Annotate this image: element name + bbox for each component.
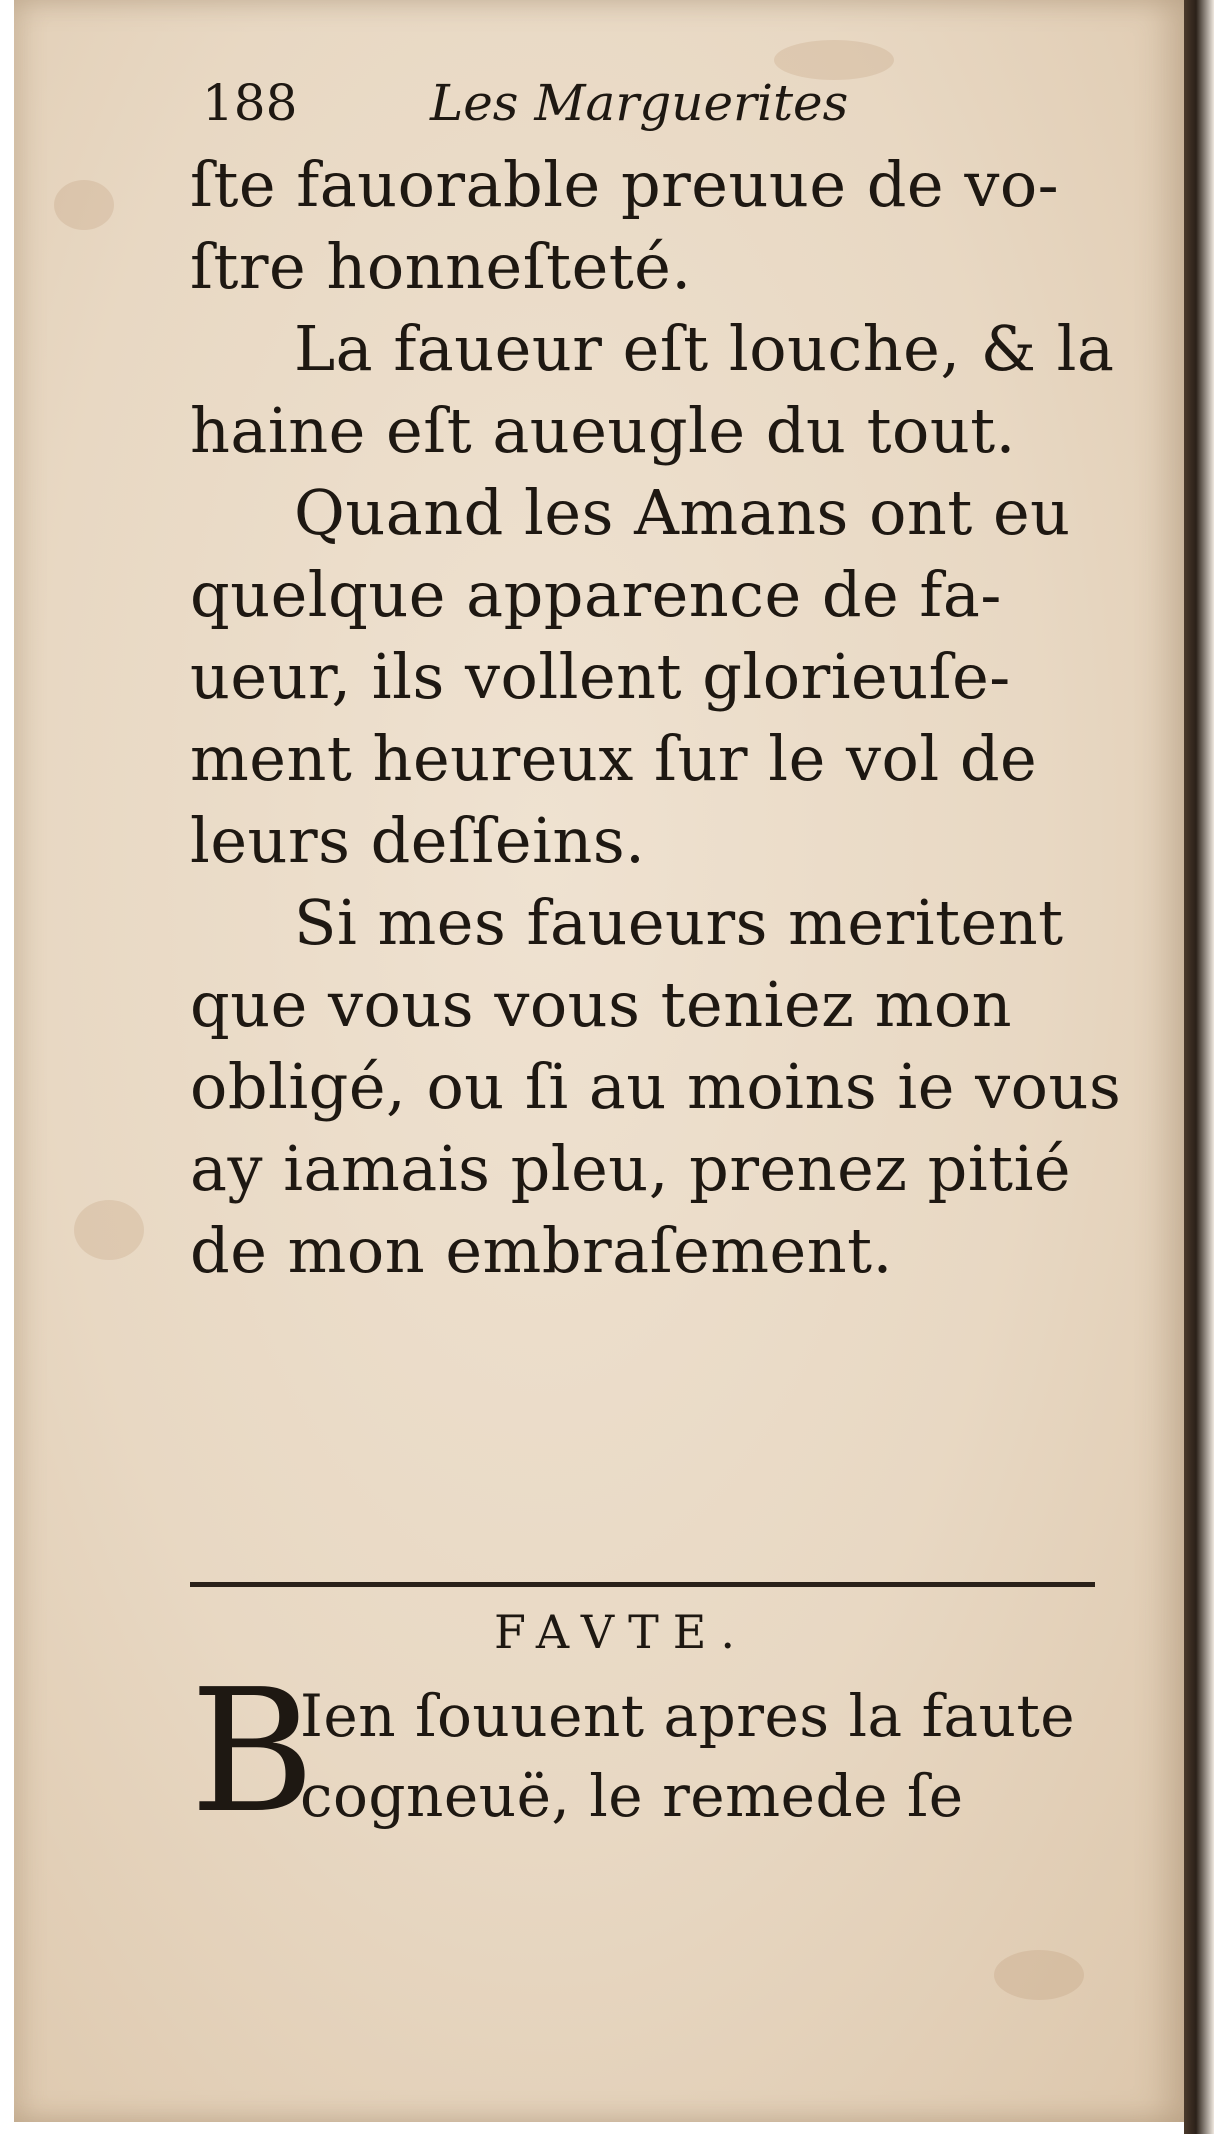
text-line: cogneuë, le remede ſe (300, 1762, 964, 1830)
text-line: ay iamais pleu, prenez pitié (190, 1132, 1072, 1205)
text-line: ment heureux ſur le vol de (190, 722, 1038, 795)
text-line: Si mes faueurs meritent (294, 886, 1064, 959)
text-line: Quand les Amans ont eu (294, 476, 1071, 549)
foxing-stain (54, 180, 114, 230)
text-line: ueur, ils vollent glorieuſe- (190, 640, 1011, 713)
section-rule (190, 1582, 1095, 1587)
text-line: obligé, ou ſi au moins ie vous (190, 1050, 1122, 1123)
foxing-stain (74, 1200, 144, 1260)
text-line: ſtre honneſteté. (190, 230, 692, 303)
text-block (190, 62, 1120, 1292)
running-title: Les Marguerites (430, 74, 849, 132)
foxing-stain (994, 1950, 1084, 2000)
text-line: La faueur eſt louche, & la (294, 312, 1115, 385)
page-header (190, 62, 1120, 144)
text-line: ſte fauorable preuue de vo- (190, 148, 1060, 221)
section-title: FAVTE. (494, 1605, 749, 1659)
drop-cap: B (190, 1653, 315, 1851)
page-number: 188 (202, 74, 298, 132)
book-edge (1184, 0, 1214, 2134)
text-line: leurs deſſeins. (190, 804, 646, 877)
text-line: Ien ſouuent apres la faute (300, 1682, 1076, 1750)
text-line: de mon embraſement. (190, 1214, 893, 1287)
text-line: que vous vous teniez mon (190, 968, 1013, 1041)
text-line: quelque apparence de fa- (190, 558, 1002, 631)
section-body (300, 1676, 1120, 1836)
text-line: haine eſt aueugle du tout. (190, 394, 1016, 467)
